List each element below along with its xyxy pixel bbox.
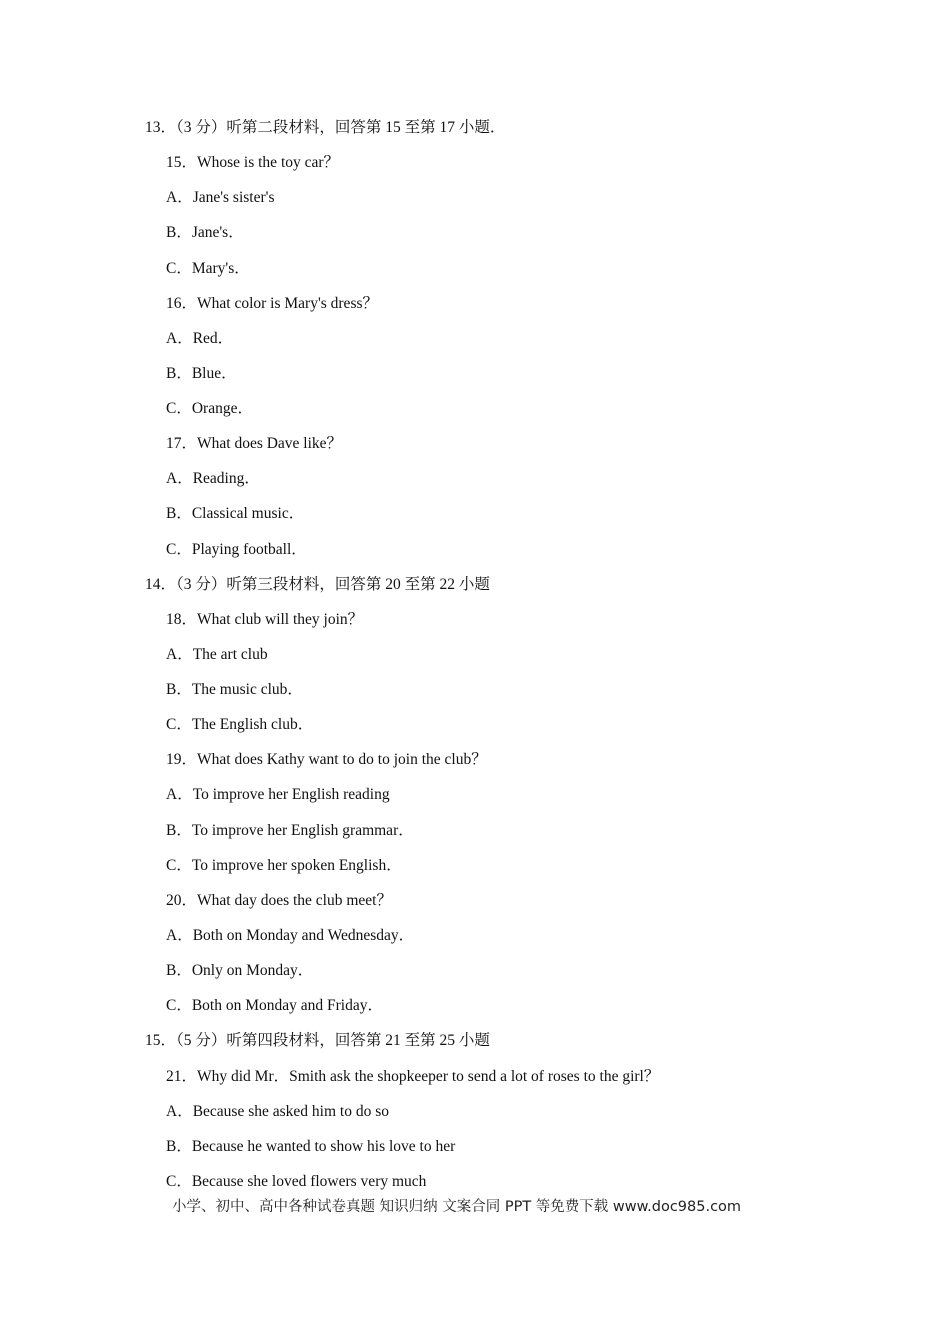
- question-line: A．Red．: [166, 330, 234, 347]
- question-line: B．The music club．: [166, 681, 303, 698]
- question-line: C．Orange．: [166, 400, 253, 417]
- question-line: 19．What does Kathy want to do to join the club？: [166, 751, 487, 768]
- question-line: A．Jane's sister's: [166, 189, 275, 206]
- footer-banner: 小学、初中、高中各种试卷真题 知识归纳 文案合同 PPT 等免费下载 www.doc985.com: [172, 1199, 742, 1215]
- question-line: C．Both on Monday and Friday．: [166, 997, 383, 1014]
- question-line: A．Both on Monday and Wednesday．: [166, 927, 415, 944]
- question-line: B．Because he wanted to show his love to her: [166, 1138, 456, 1155]
- question-line: C．Mary's．: [166, 260, 250, 277]
- question-line: C．Because she loved flowers very much: [166, 1173, 427, 1190]
- question-line: B．Jane's．: [166, 224, 244, 241]
- question-line: A．Reading．: [166, 470, 260, 487]
- question-line: A．The art club: [166, 646, 268, 663]
- question-heading: 15．（5 分）听第四段材料，回答第 21 至第 25 小题: [145, 1032, 490, 1049]
- question-line: 21．Why did Mr．Smith ask the shopkeeper to send a lot of roses to the girl？: [166, 1068, 660, 1085]
- question-heading: 13．（3 分）听第二段材料，回答第 15 至第 17 小题．: [145, 119, 506, 136]
- question-line: A．To improve her English reading: [166, 786, 390, 803]
- question-line: 20．What day does the club meet？: [166, 892, 392, 909]
- question-line: B．To improve her English grammar．: [166, 822, 414, 839]
- question-line: 18．What club will they join？: [166, 611, 364, 628]
- question-heading: 14．（3 分）听第三段材料，回答第 20 至第 22 小题: [145, 576, 490, 593]
- question-line: A．Because she asked him to do so: [166, 1103, 389, 1120]
- question-line: C．The English club．: [166, 716, 314, 733]
- question-line: C．To improve her spoken English．: [166, 857, 402, 874]
- question-line: B．Blue．: [166, 365, 237, 382]
- question-line: B．Classical music．: [166, 505, 305, 522]
- question-line: C．Playing football．: [166, 541, 307, 558]
- question-line: 15．Whose is the toy car？: [166, 154, 340, 171]
- question-line: 16．What color is Mary's dress？: [166, 295, 379, 312]
- question-line: 17．What does Dave like？: [166, 435, 343, 452]
- question-line: B．Only on Monday．: [166, 962, 314, 979]
